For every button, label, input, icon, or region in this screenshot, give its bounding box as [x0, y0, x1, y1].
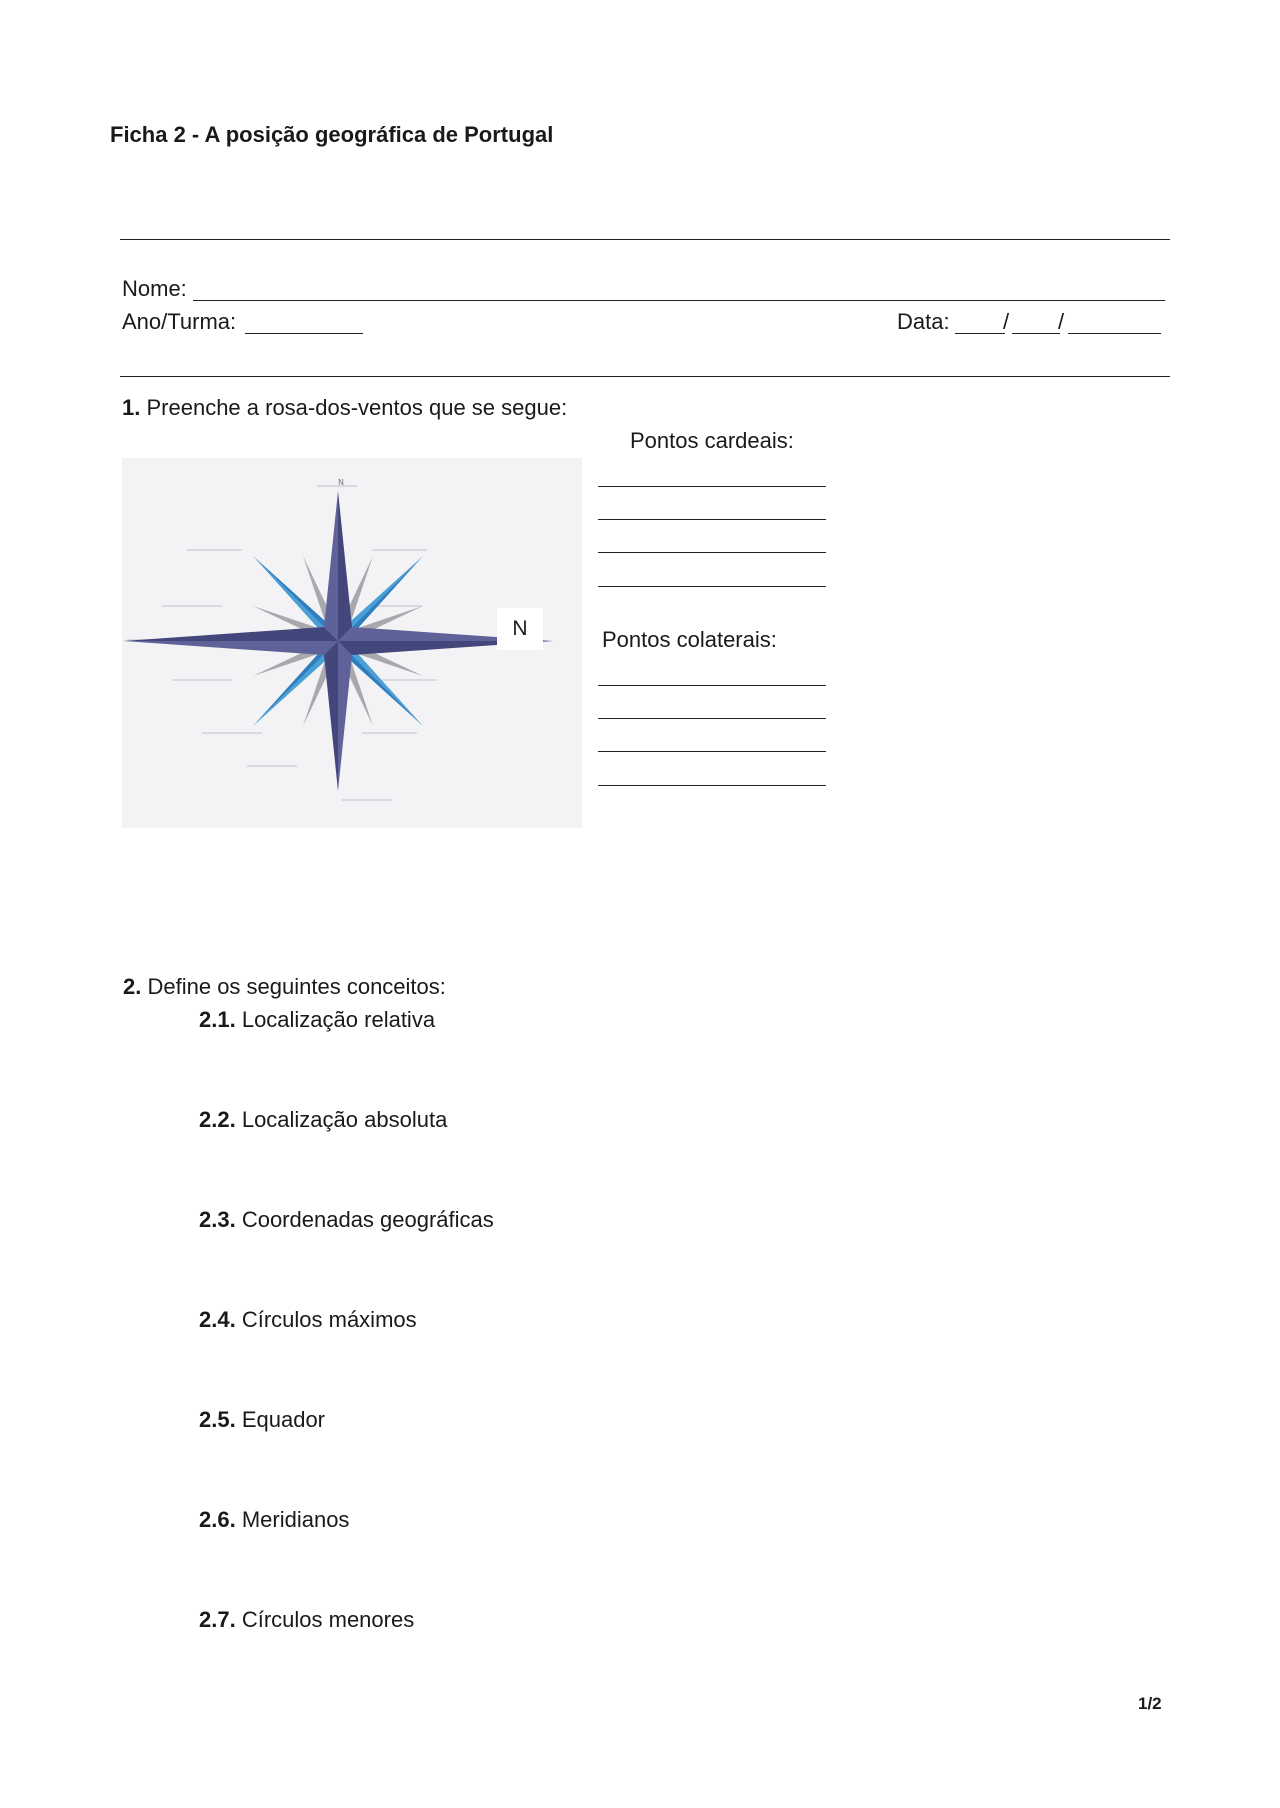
- concept-number: 2.4.: [199, 1307, 236, 1332]
- concept-text: Círculos menores: [241, 1607, 415, 1632]
- concept-item: [199, 1407, 325, 1433]
- concept-item: [199, 1307, 417, 1333]
- date-day-field[interactable]: [955, 333, 1005, 334]
- cardinal-answer-line[interactable]: [598, 519, 826, 520]
- concept-text: Equador: [241, 1407, 326, 1432]
- header-top-rule: [120, 239, 1170, 240]
- date-separator: /: [1003, 309, 1010, 334]
- concept-item: [199, 1107, 447, 1133]
- class-field[interactable]: [245, 333, 363, 334]
- concept-text: Círculos máximos: [241, 1307, 417, 1332]
- question-2: [123, 974, 446, 1000]
- date-year-field[interactable]: [1068, 333, 1161, 334]
- cardinal-answer-line[interactable]: [598, 486, 826, 487]
- concept-number: 2.3.: [199, 1207, 236, 1232]
- concept-number: 2.2.: [199, 1107, 236, 1132]
- question-1-number: 1.: [122, 395, 141, 420]
- collateral-answer-line[interactable]: [598, 718, 826, 719]
- date-separator: /: [1058, 309, 1065, 334]
- concept-text: Meridianos: [241, 1507, 350, 1532]
- question-1: [122, 395, 567, 421]
- cardinal-answer-line[interactable]: [598, 586, 826, 587]
- date-label: Data:: [897, 309, 950, 334]
- concept-item: [199, 1507, 349, 1533]
- compass-north-label: N: [497, 608, 543, 650]
- concept-number: 2.6.: [199, 1507, 236, 1532]
- question-2-number: 2.: [123, 974, 142, 999]
- name-label: Nome:: [122, 276, 187, 301]
- collateral-answer-line[interactable]: [598, 751, 826, 752]
- question-2-text: Define os seguintes conceitos:: [147, 974, 446, 999]
- document-title: Ficha 2 - A posição geográfica de Portugal: [110, 122, 554, 147]
- collateral-answer-line[interactable]: [598, 685, 826, 686]
- name-field[interactable]: [193, 300, 1165, 301]
- date-month-field[interactable]: [1012, 333, 1060, 334]
- concept-item: [199, 1607, 414, 1633]
- concept-text: Localização relativa: [241, 1007, 436, 1032]
- concept-number: 2.5.: [199, 1407, 236, 1432]
- concept-number: 2.7.: [199, 1607, 236, 1632]
- collateral-answer-line[interactable]: [598, 785, 826, 786]
- question-1-text: Preenche a rosa-dos-ventos que se segue:: [146, 395, 568, 420]
- page-number: 1/2: [1138, 1694, 1162, 1713]
- cardinal-points-label: Pontos cardeais:: [630, 428, 794, 453]
- cardinal-answer-line[interactable]: [598, 552, 826, 553]
- collateral-points-label: Pontos colaterais:: [602, 627, 777, 652]
- concept-item: [199, 1207, 494, 1233]
- concept-text: Coordenadas geográficas: [241, 1207, 494, 1232]
- svg-text:N: N: [338, 478, 344, 487]
- concept-item: [199, 1007, 435, 1033]
- class-label: Ano/Turma:: [122, 309, 237, 334]
- concept-number: 2.1.: [199, 1007, 236, 1032]
- header-bottom-rule: [120, 376, 1170, 377]
- concept-text: Localização absoluta: [241, 1107, 448, 1132]
